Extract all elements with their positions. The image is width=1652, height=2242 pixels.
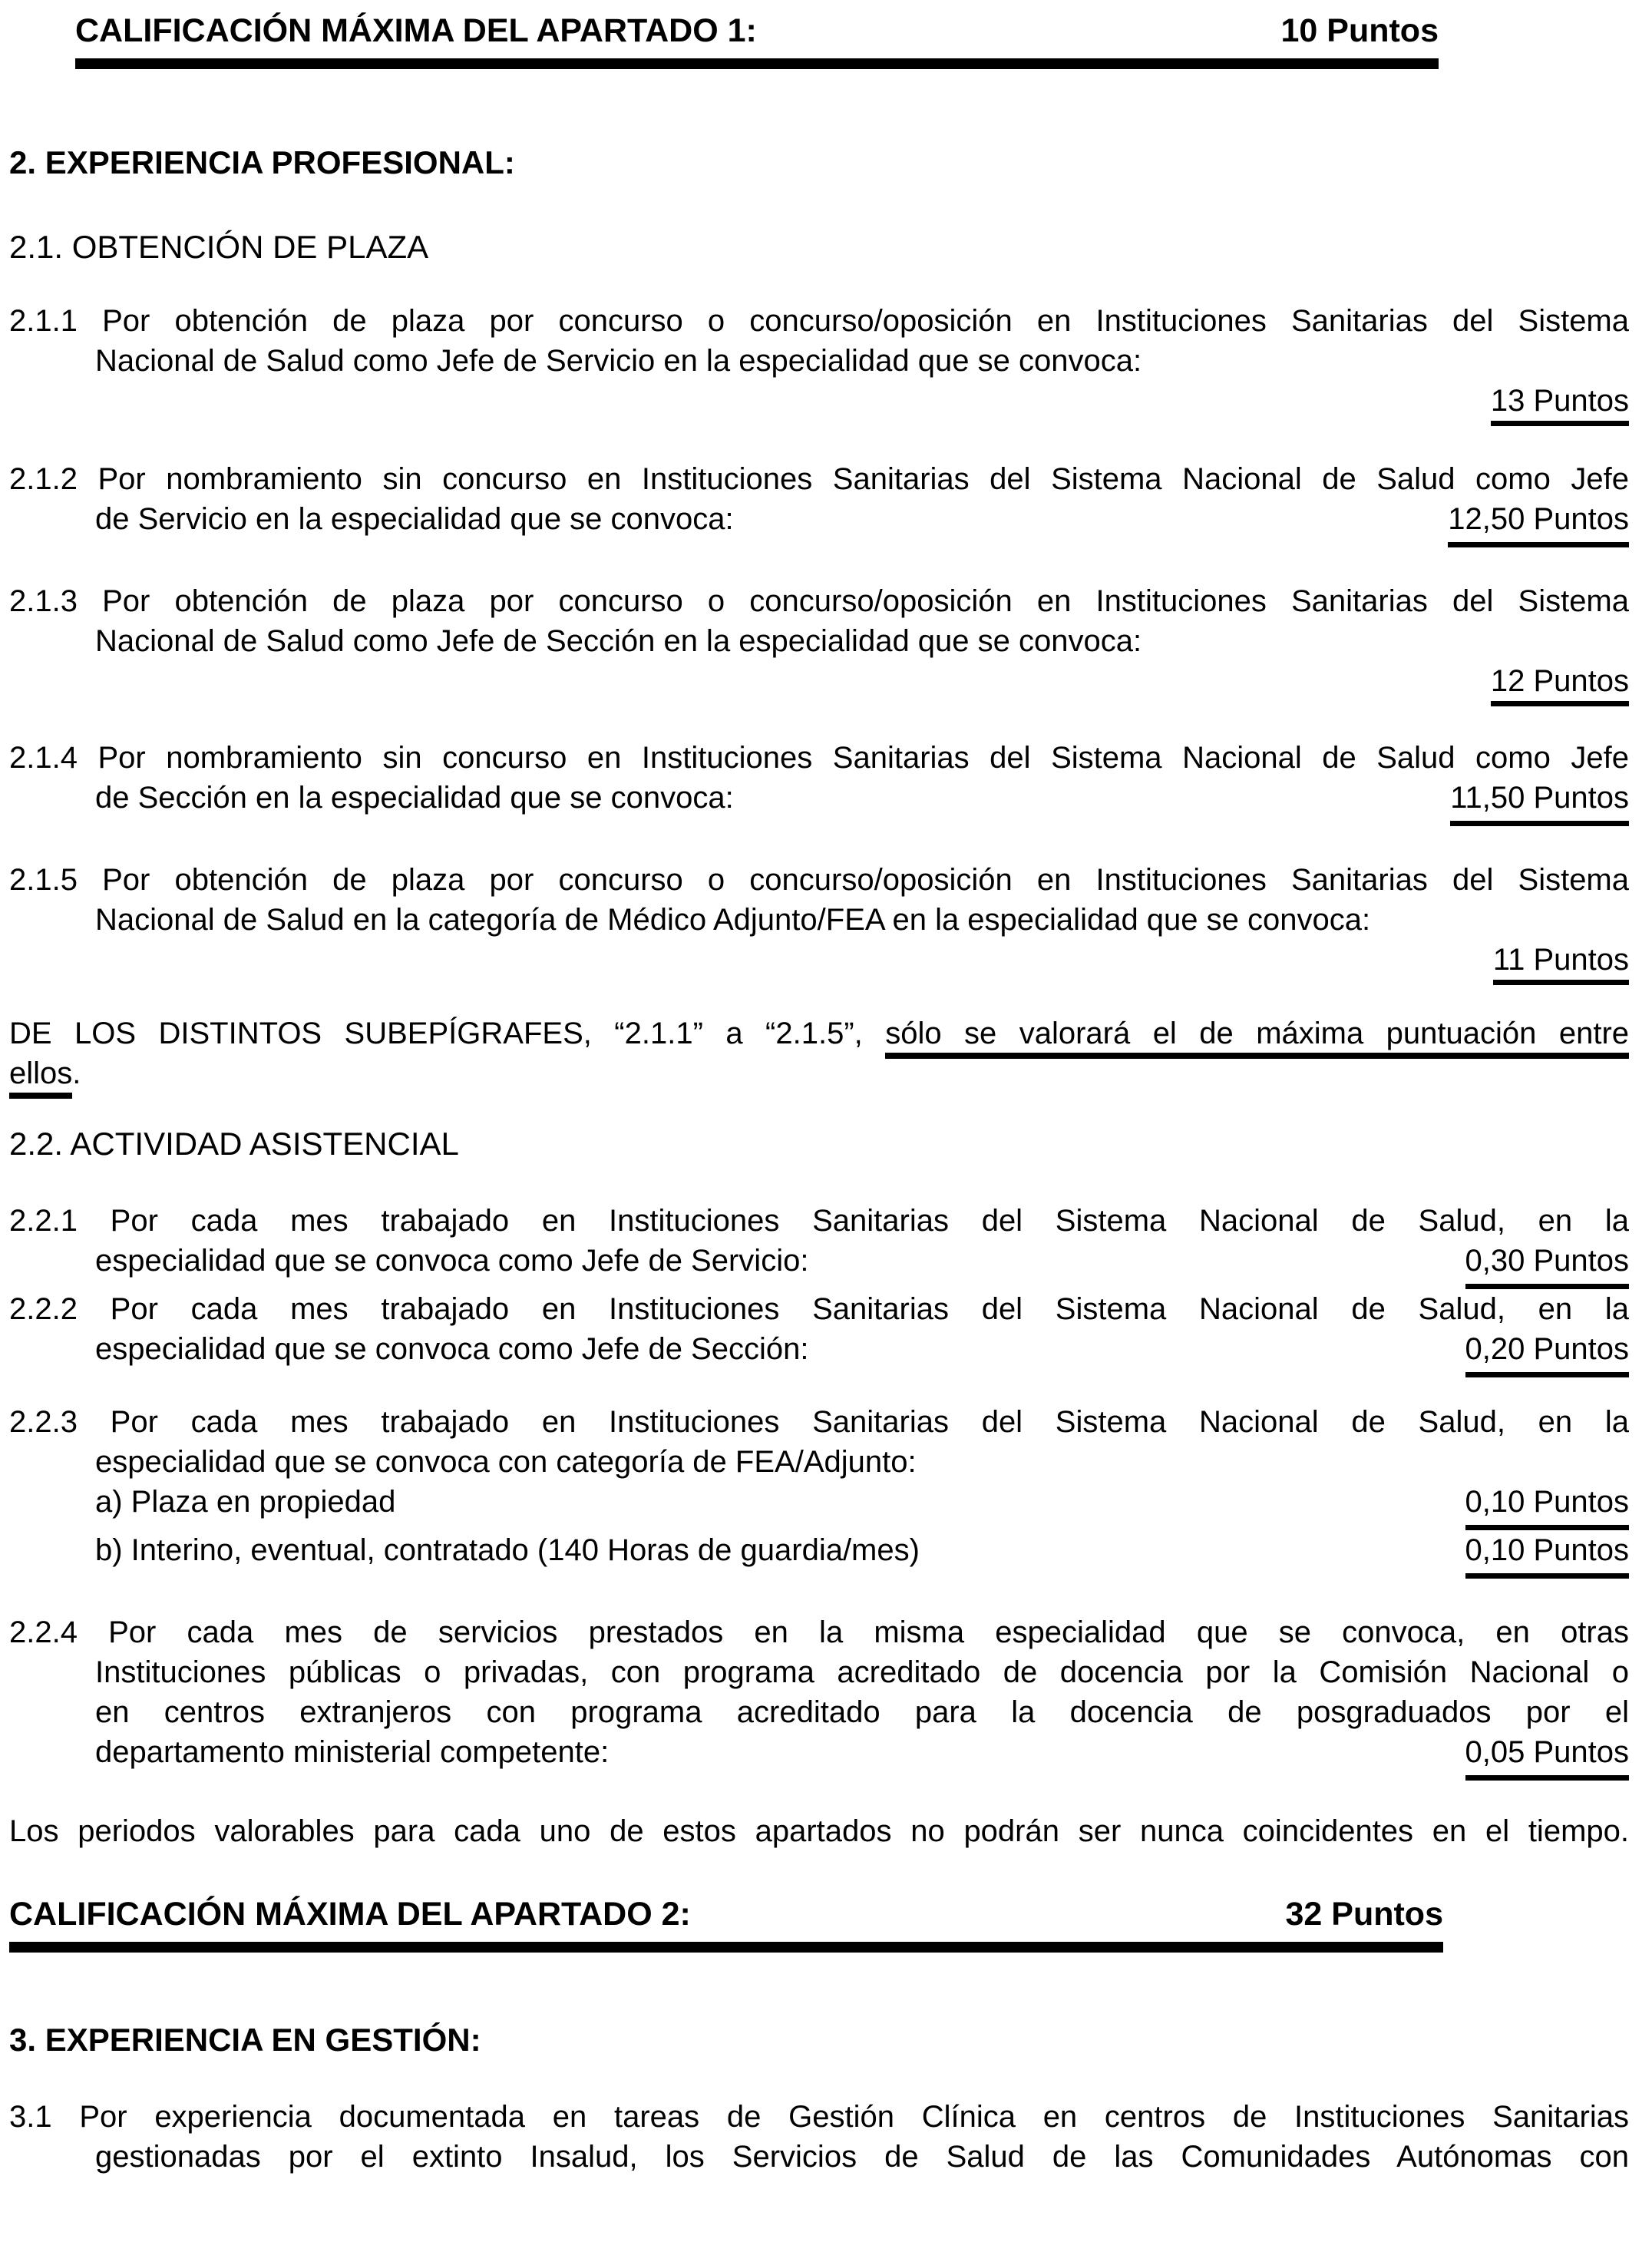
- item-2-2-3-option-b-points: 0,10 Puntos: [1465, 1530, 1630, 1579]
- item-2-2-2-points: 0,20 Puntos: [1465, 1329, 1630, 1377]
- item-2-1-3-line-1: 2.1.3 Por obtención de plaza por concurso o concurso/oposición en Instituciones Sanitarias del Sistema: [9, 584, 1629, 618]
- item-2-1-5-line-1: 2.1.5 Por obtención de plaza por concurso o concurso/oposición en Instituciones Sanitarias del Sistema: [9, 863, 1629, 897]
- item-2-1-1: [9, 301, 1629, 421]
- item-2-2-1-line-2-text: especialidad que se convoca como Jefe de Servicio:: [95, 1244, 809, 1278]
- item-2-1-2: [9, 459, 1629, 547]
- item-2-2-2-line-2: [9, 1329, 1629, 1377]
- item-2-2-3-option-b-label: b) Interino, eventual, contratado (140 Horas de guardia/mes): [95, 1533, 920, 1567]
- item-3-1-line-1: 3.1 Por experiencia documentada en tareas de Gestión Clínica en centros de Instituciones Sanitarias: [9, 2100, 1629, 2134]
- item-3-1-line-2: gestionadas por el extinto Insalud, los Servicios de Salud de las Comunidades Autónomas con: [95, 2140, 1629, 2174]
- item-2-1-3-points-line: [9, 661, 1629, 701]
- item-2-1-3: [9, 581, 1629, 701]
- item-2-2-2-line-1: 2.2.2 Por cada mes trabajado en Instituciones Sanitarias del Sistema Nacional de Salud, en la: [9, 1292, 1629, 1326]
- item-2-2-3-option-a-label: a) Plaza en propiedad: [95, 1485, 396, 1519]
- item-2-1-3-points: 12 Puntos: [1491, 664, 1629, 706]
- item-2-1-5-points-line: [9, 940, 1629, 980]
- subsection-note-prefix: DE LOS DISTINTOS SUBEPÍGRAFES, “2.1.1” a “2.1.5”,: [9, 1017, 886, 1050]
- item-2-1-1-points: 13 Puntos: [1491, 384, 1629, 426]
- item-2-2-4-line-3: en centros extranjeros con programa acreditado para la docencia de posgraduados por el: [95, 1695, 1629, 1729]
- item-2-2-3-option-a: [9, 1482, 1629, 1530]
- item-2-2-3-line-2: especialidad que se convoca con categoría de FEA/Adjunto:: [95, 1445, 917, 1479]
- max-score-heading-2-points: 32 Puntos: [1285, 1896, 1443, 1933]
- item-2-1-5-line-2: Nacional de Salud en la categoría de Médico Adjunto/FEA en la especialidad que se convoca:: [95, 903, 1371, 937]
- item-2-2-4-line-1: 2.2.4 Por cada mes de servicios prestados en la misma especialidad que se convoca, en otras: [9, 1615, 1629, 1649]
- item-2-2-3-line-1: 2.2.3 Por cada mes trabajado en Instituciones Sanitarias del Sistema Nacional de Salud, en la: [9, 1405, 1629, 1439]
- max-score-heading-1-points: 10 Puntos: [1280, 12, 1439, 49]
- item-2-2-3-option-a-points: 0,10 Puntos: [1465, 1482, 1630, 1530]
- subsection-note-underlined-2: ellos: [9, 1057, 72, 1099]
- item-2-1-1-line-1: 2.1.1 Por obtención de plaza por concurso o concurso/oposición en Instituciones Sanitarias del Sistema: [9, 304, 1629, 338]
- max-score-heading-2-label: CALIFICACIÓN MÁXIMA DEL APARTADO 2:: [9, 1896, 691, 1933]
- subsection-note-suffix: .: [72, 1057, 81, 1090]
- item-2-1-2-line-2-text: de Servicio en la especialidad que se convoca:: [95, 502, 734, 536]
- max-score-heading-1: [75, 11, 1439, 69]
- item-2-2-1-points: 0,30 Puntos: [1465, 1241, 1630, 1289]
- item-2-2-3: [9, 1402, 1629, 1579]
- item-2-2-4-line-4-text: departamento ministerial competente:: [95, 1735, 610, 1769]
- max-score-heading-2: [9, 1894, 1443, 1953]
- item-2-2-4-points: 0,05 Puntos: [1465, 1732, 1630, 1781]
- item-2-2-4: [9, 1612, 1629, 1781]
- item-2-2-1-line-1: 2.2.1 Por cada mes trabajado en Instituciones Sanitarias del Sistema Nacional de Salud, en la: [9, 1204, 1629, 1238]
- item-2-1-2-points: 12,50 Puntos: [1448, 499, 1629, 547]
- item-2-1-5: [9, 860, 1629, 980]
- section-2-2-title: 2.2. ACTIVIDAD ASISTENCIAL: [9, 1126, 459, 1162]
- subsection-note-line-2: [9, 1053, 1629, 1093]
- document-content: [9, 11, 1629, 2177]
- item-3-1: [9, 2097, 1629, 2177]
- section-2-title: 2. EXPERIENCIA PROFESIONAL:: [9, 144, 515, 180]
- item-2-2-2-line-2-text: especialidad que se convoca como Jefe de Sección:: [95, 1332, 809, 1366]
- item-2-2-4-line-4: [9, 1732, 1629, 1781]
- item-2-1-1-points-line: [9, 381, 1629, 421]
- item-2-2-1-line-2: [9, 1241, 1629, 1289]
- section-3-title: 3. EXPERIENCIA EN GESTIÓN:: [9, 2022, 481, 2058]
- subsection-note-underlined: sólo se valorará el de máxima puntuación entre: [885, 1017, 1629, 1059]
- item-2-1-1-line-2: Nacional de Salud como Jefe de Servicio en la especialidad que se convoca:: [95, 344, 1142, 378]
- closing-note: Los periodos valorables para cada uno de estos apartados no podrán ser nunca coincidentes en el tiempo.: [9, 1814, 1629, 1848]
- item-2-2-1: [9, 1201, 1629, 1289]
- section-2-1-title: 2.1. OBTENCIÓN DE PLAZA: [9, 229, 429, 265]
- item-2-1-4-line-2: [9, 778, 1629, 826]
- item-2-1-5-points: 11 Puntos: [1493, 943, 1629, 985]
- item-2-1-4: [9, 738, 1629, 826]
- item-2-1-2-line-1: 2.1.2 Por nombramiento sin concurso en Instituciones Sanitarias del Sistema Nacional de Salud como Jefe: [9, 462, 1629, 496]
- item-2-1-4-line-2-text: de Sección en la especialidad que se convoca:: [95, 781, 734, 815]
- item-2-1-4-line-1: 2.1.4 Por nombramiento sin concurso en Instituciones Sanitarias del Sistema Nacional de Salud como Jefe: [9, 741, 1629, 775]
- item-2-1-2-line-2: [9, 499, 1629, 547]
- subsection-note: [9, 1014, 1629, 1093]
- max-score-heading-1-label: CALIFICACIÓN MÁXIMA DEL APARTADO 1:: [75, 12, 757, 49]
- item-2-1-3-line-2: Nacional de Salud como Jefe de Sección en la especialidad que se convoca:: [95, 624, 1142, 658]
- item-2-1-4-points: 11,50 Puntos: [1450, 778, 1629, 826]
- subsection-note-line-1: [9, 1014, 1629, 1053]
- item-2-2-2: [9, 1289, 1629, 1377]
- item-2-2-4-line-2: Instituciones públicas o privadas, con programa acreditado de docencia por la Comisión Nacional o: [95, 1655, 1629, 1689]
- item-2-2-3-option-b: [9, 1530, 1629, 1579]
